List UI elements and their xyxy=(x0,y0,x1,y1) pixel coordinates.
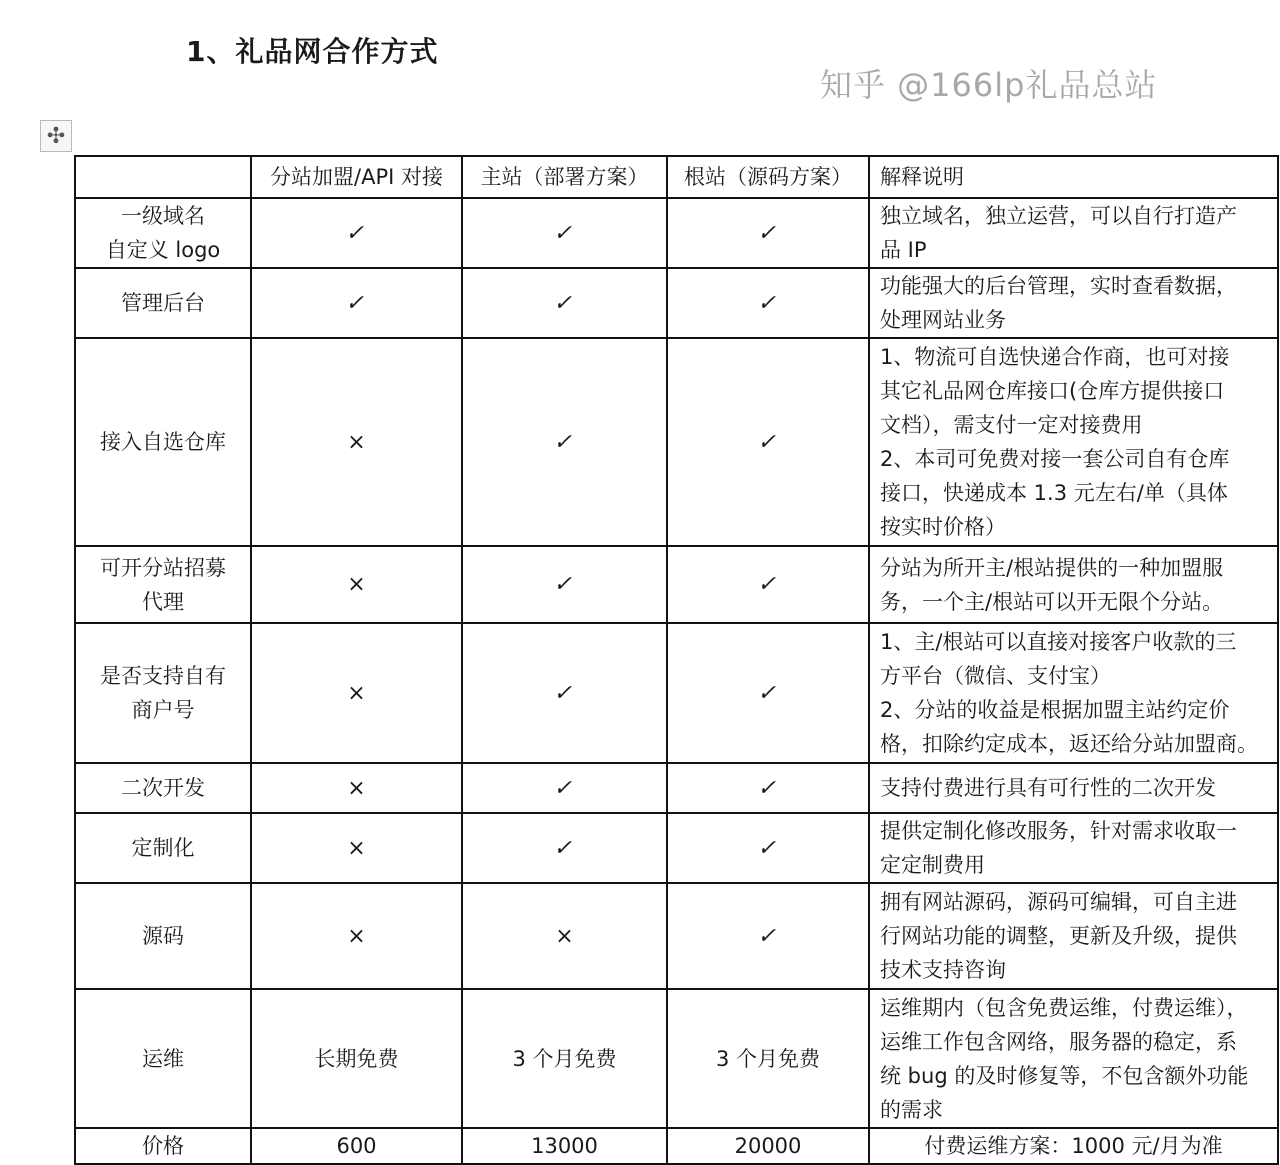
description-cell xyxy=(869,546,1278,623)
plan-cell xyxy=(251,546,462,623)
header-row xyxy=(75,156,1278,198)
plan-cell xyxy=(462,763,667,813)
plan-cell xyxy=(251,1128,462,1164)
check-icon: ✓ xyxy=(552,680,578,706)
table-row xyxy=(75,338,1278,546)
feature-label: 运维 xyxy=(142,1046,184,1071)
check-icon: ✓ xyxy=(344,290,370,316)
description-line: 技术支持咨询 xyxy=(880,958,1006,982)
table-row xyxy=(75,1128,1278,1164)
feature-label: 商户号 xyxy=(131,698,195,722)
plan-cell xyxy=(667,546,869,623)
check-icon: ✓ xyxy=(755,835,781,861)
description-line: 接口，快递成本 1.3 元左右/单（具体 xyxy=(880,481,1228,505)
column-header: 分站加盟/API 对接 xyxy=(251,156,462,198)
feature-cell xyxy=(75,198,251,268)
feature-label: 是否支持自有 xyxy=(100,664,226,688)
check-icon: ✓ xyxy=(755,680,781,706)
description-line: 付费运维方案：1000 元/月为准 xyxy=(924,1134,1223,1158)
description-cell xyxy=(869,338,1278,546)
description-line: 功能强大的后台管理，实时查看数据， xyxy=(880,274,1237,298)
column-header: 解释说明 xyxy=(869,156,1278,198)
description-line: 运维工作包含网络，服务器的稳定，系 xyxy=(880,1029,1237,1054)
description-line: 分站为所开主/根站提供的一种加盟服 xyxy=(880,555,1224,580)
plan-value: 20000 xyxy=(734,1134,802,1158)
plan-cell xyxy=(251,813,462,883)
description-line: 运维期内（包含免费运维，付费运维）， xyxy=(880,995,1248,1020)
plan-cell xyxy=(667,1128,869,1164)
plan-cell xyxy=(251,338,462,546)
plan-cell xyxy=(667,883,869,989)
cross-icon: × xyxy=(347,429,366,455)
feature-label: 二次开发 xyxy=(121,776,205,800)
table-row xyxy=(75,813,1278,883)
description-line: 方平台（微信、支付宝） xyxy=(880,664,1111,688)
feature-cell xyxy=(75,989,251,1128)
feature-label: 可开分站招募 xyxy=(100,555,226,580)
feature-cell xyxy=(75,546,251,623)
description-line: 的需求 xyxy=(880,1097,943,1122)
feature-cell xyxy=(75,623,251,763)
check-icon: ✓ xyxy=(755,220,781,246)
feature-label: 接入自选仓库 xyxy=(100,430,226,454)
feature-cell xyxy=(75,1128,251,1164)
description-cell xyxy=(869,813,1278,883)
table-row xyxy=(75,198,1278,268)
description-cell xyxy=(869,989,1278,1128)
check-icon: ✓ xyxy=(755,572,781,597)
description-cell xyxy=(869,198,1278,268)
feature-cell xyxy=(75,268,251,338)
check-icon: ✓ xyxy=(755,429,781,455)
plan-cell xyxy=(462,623,667,763)
check-icon: ✓ xyxy=(755,775,781,801)
plan-cell xyxy=(251,763,462,813)
description-line: 处理网站业务 xyxy=(880,308,1006,332)
cross-icon: × xyxy=(347,775,366,801)
description-line: 按实时价格） xyxy=(880,515,1006,539)
column-header: 根站（源码方案） xyxy=(667,156,869,198)
plan-cell xyxy=(667,338,869,546)
plan-cell xyxy=(462,883,667,989)
check-icon: ✓ xyxy=(552,835,578,861)
description-line: 格，扣除约定成本，返还给分站加盟商。 xyxy=(880,732,1258,756)
feature-label: 源码 xyxy=(142,924,184,948)
description-line: 其它礼品网仓库接口(仓库方提供接口 xyxy=(880,379,1225,403)
cross-icon: × xyxy=(347,835,366,861)
section-title: 1、礼品网合作方式 xyxy=(186,35,439,68)
column-header: 主站（部署方案） xyxy=(462,156,667,198)
description-line: 文档），需支付一定对接费用 xyxy=(880,413,1143,437)
plan-cell xyxy=(667,198,869,268)
description-line: 行网站功能的调整，更新及升级，提供 xyxy=(880,924,1237,948)
plan-value: 长期免费 xyxy=(314,1046,399,1071)
plan-cell xyxy=(462,989,667,1128)
plan-cell xyxy=(462,268,667,338)
feature-label: 一级域名 xyxy=(121,204,205,228)
column-header xyxy=(75,156,251,198)
cross-icon: × xyxy=(347,680,366,706)
feature-label: 自定义 logo xyxy=(105,238,221,262)
description-line: 支持付费进行具有可行性的二次开发 xyxy=(880,776,1216,800)
table-row xyxy=(75,623,1278,763)
description-cell xyxy=(869,763,1278,813)
cross-icon: × xyxy=(347,923,366,949)
feature-label: 管理后台 xyxy=(121,291,205,315)
description-cell xyxy=(869,623,1278,763)
description-line: 务，一个主/根站可以开无限个分站。 xyxy=(880,589,1224,614)
check-icon: ✓ xyxy=(552,572,578,597)
table-row xyxy=(75,883,1278,989)
description-line: 2、分站的收益是根据加盟主站约定价 xyxy=(880,698,1230,722)
plan-cell xyxy=(251,198,462,268)
check-icon: ✓ xyxy=(552,775,578,801)
description-line: 2、本司可免费对接一套公司自有仓库 xyxy=(880,447,1230,471)
table-row xyxy=(75,268,1278,338)
check-icon: ✓ xyxy=(552,429,578,455)
plan-cell xyxy=(667,989,869,1128)
cross-icon: × xyxy=(555,923,574,949)
check-icon: ✓ xyxy=(552,220,578,246)
description-cell xyxy=(869,268,1278,338)
check-icon: ✓ xyxy=(755,290,781,316)
table-row xyxy=(75,546,1278,623)
watermark: 知乎 @166lp礼品总站 xyxy=(820,66,1158,104)
plan-cell xyxy=(251,883,462,989)
plan-cell xyxy=(251,623,462,763)
plan-cell xyxy=(251,989,462,1128)
feature-label: 定制化 xyxy=(131,836,195,860)
plan-cell xyxy=(462,198,667,268)
check-icon: ✓ xyxy=(552,290,578,316)
feature-label: 代理 xyxy=(142,589,184,614)
cooperation-table xyxy=(74,155,1279,1165)
plan-cell xyxy=(251,268,462,338)
plan-value: 13000 xyxy=(531,1134,598,1158)
feature-label: 价格 xyxy=(142,1134,184,1158)
feature-cell xyxy=(75,883,251,989)
table-row xyxy=(75,989,1278,1128)
plan-cell xyxy=(462,546,667,623)
plan-cell xyxy=(667,813,869,883)
description-line: 拥有网站源码，源码可编辑，可自主进 xyxy=(880,890,1237,914)
description-cell xyxy=(869,883,1278,989)
plan-value: 3 个月免费 xyxy=(512,1046,617,1071)
table-move-handle-icon[interactable]: ✣ xyxy=(40,120,72,152)
feature-cell xyxy=(75,813,251,883)
description-line: 定定制费用 xyxy=(880,853,985,877)
plan-cell xyxy=(462,338,667,546)
feature-cell xyxy=(75,763,251,813)
plan-cell xyxy=(462,813,667,883)
description-line: 品 IP xyxy=(880,238,927,262)
plan-cell xyxy=(667,623,869,763)
cross-icon: × xyxy=(347,572,366,597)
description-line: 1、物流可自选快递合作商，也可对接 xyxy=(880,345,1230,369)
plan-value: 3 个月免费 xyxy=(715,1046,821,1071)
plan-value: 600 xyxy=(336,1134,377,1158)
description-line: 统 bug 的及时修复等，不包含额外功能 xyxy=(880,1063,1249,1088)
description-line: 独立域名，独立运营，可以自行打造产 xyxy=(880,204,1237,228)
feature-cell xyxy=(75,338,251,546)
description-line: 提供定制化修改服务，针对需求收取一 xyxy=(880,819,1237,843)
check-icon: ✓ xyxy=(344,220,370,246)
plan-cell xyxy=(462,1128,667,1164)
plan-cell xyxy=(667,763,869,813)
table-row xyxy=(75,763,1278,813)
plan-cell xyxy=(667,268,869,338)
check-icon: ✓ xyxy=(755,923,781,949)
description-line: 1、主/根站可以直接对接客户收款的三 xyxy=(880,630,1237,654)
description-cell xyxy=(869,1128,1278,1164)
